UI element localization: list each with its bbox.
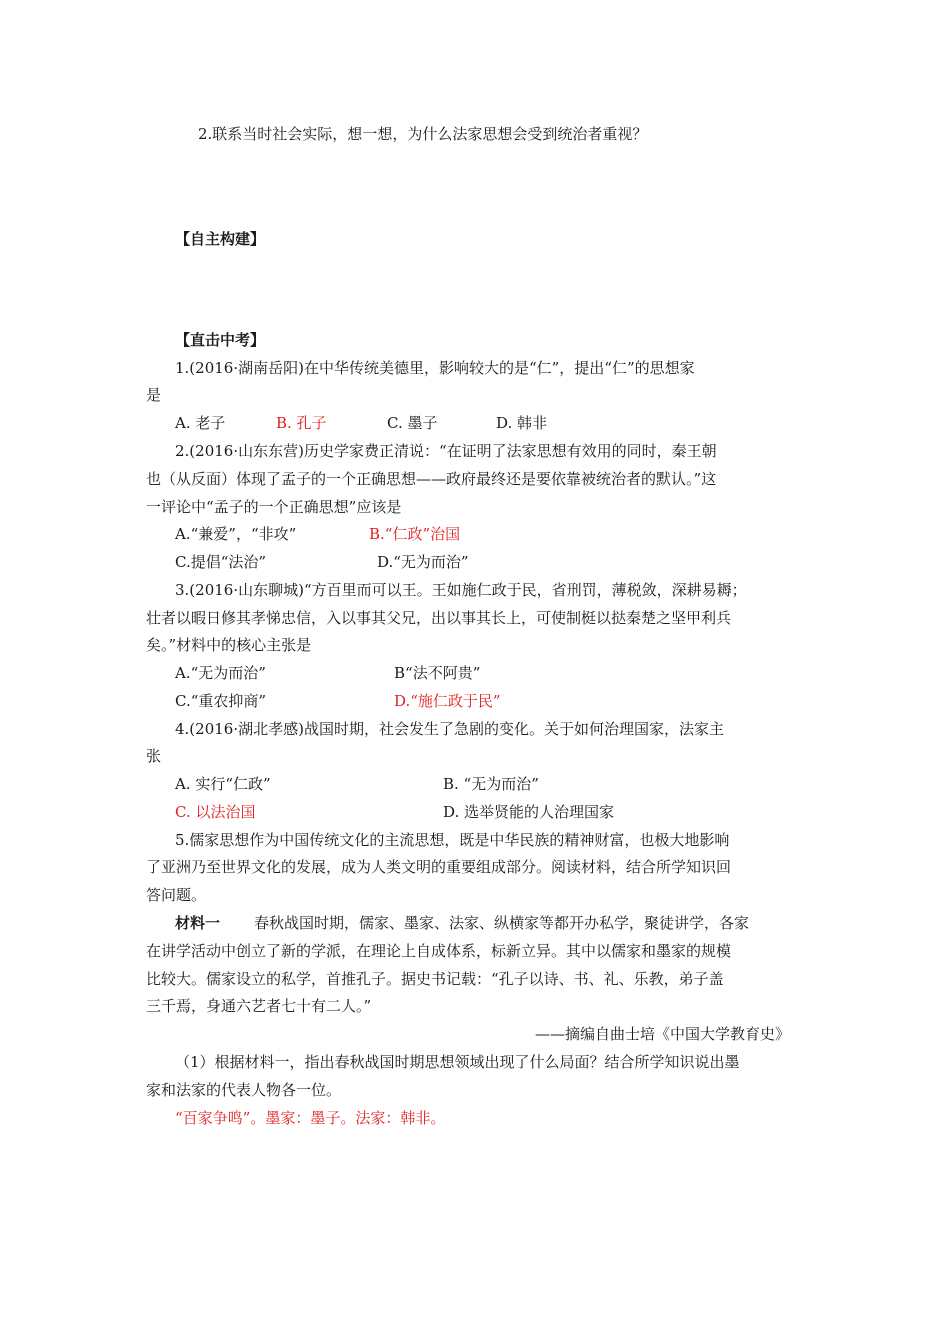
- question-4-option-a: A. 实行“仁政”: [175, 775, 271, 793]
- sub-question-1-answer: “百家争鸣”。墨家：墨子。法家：韩非。: [175, 1109, 446, 1127]
- section-heading-exam: 【直击中考】: [175, 331, 266, 349]
- question-1-option-b-answer: B. 孔子: [276, 414, 327, 432]
- question-5-line-2: 了亚洲乃至世界文化的发展，成为人类文明的重要组成部分。阅读材料，结合所学知识回: [146, 858, 732, 876]
- top-question: 2.联系当时社会实际，想一想，为什么法家思想会受到统治者重视？: [198, 125, 648, 143]
- question-2-line-3: 一评论中“孟子的一个正确思想”应该是: [146, 498, 402, 516]
- question-2-option-a: A.“兼爱”，“非攻”: [175, 525, 297, 543]
- question-3-line-2: 壮者以暇日修其孝悌忠信，入以事其父兄，出以事其长上，可使制梃以挞秦楚之坚甲利兵: [146, 609, 732, 627]
- question-3-option-c: C.“重农抑商”: [175, 692, 267, 710]
- question-3-option-a: A.“无为而治”: [175, 664, 266, 682]
- material-label: 材料一: [175, 914, 221, 932]
- question-3-line-1: 3.(2016·山东聊城)“方百里而可以王。王如施仁政于民，省刑罚，薄税敛，深耕易耨；: [175, 581, 747, 599]
- question-4-line-1: 4.(2016·湖北孝感)战国时期，社会发生了急剧的变化。关于如何治理国家，法家主: [175, 720, 724, 738]
- question-4-option-d: D. 选举贤能的人治理国家: [443, 803, 615, 821]
- question-3-option-d-answer: D.“施仁政于民”: [394, 692, 501, 710]
- question-3-line-3: 矣。”材料中的核心主张是: [146, 636, 312, 654]
- material-line-2: 在讲学活动中创立了新的学派，在理论上自成体系，标新立异。其中以儒家和墨家的规模: [146, 942, 732, 960]
- section-heading-self-build: 【自主构建】: [175, 230, 266, 248]
- question-4-option-b: B. “无为而治”: [443, 775, 539, 793]
- question-4-option-c-answer: C. 以法治国: [175, 803, 256, 821]
- question-2-line-2: 也（从反面）体现了孟子的一个正确思想——政府最终还是要依靠被统治者的默认。”这: [146, 470, 717, 488]
- question-1-option-d: D. 韩非: [496, 414, 548, 432]
- question-5-line-3: 答问题。: [146, 886, 207, 904]
- question-1-option-c: C. 墨子: [387, 414, 438, 432]
- sub-question-1-line-2: 家和法家的代表人物各一位。: [146, 1081, 342, 1099]
- question-2-option-c: C.提倡“法治”: [175, 553, 267, 571]
- material-source: ——摘编自曲士培《中国大学教育史》: [535, 1025, 791, 1043]
- question-1-line-2: 是: [146, 386, 162, 404]
- sub-question-1-line-1: （1）根据材料一，指出春秋战国时期思想领域出现了什么局面？结合所学知识说出墨: [175, 1053, 740, 1071]
- material-line-1: 春秋战国时期，儒家、墨家、法家、纵横家等都开办私学，聚徒讲学，各家: [254, 914, 750, 932]
- question-2-option-d: D.“无为而治”: [377, 553, 469, 571]
- question-2-line-1: 2.(2016·山东东营)历史学家费正清说：“在证明了法家思想有效用的同时，秦王朝: [175, 442, 717, 460]
- question-1-line-1: 1.(2016·湖南岳阳)在中华传统美德里，影响较大的是“仁”，提出“仁”的思想家: [175, 359, 695, 377]
- question-5-line-1: 5.儒家思想作为中国传统文化的主流思想，既是中华民族的精神财富，也极大地影响: [175, 831, 730, 849]
- material-line-3: 比较大。儒家设立的私学，首推孔子。据史书记载：“孔子以诗、书、礼、乐教，弟子盖: [146, 970, 724, 988]
- question-3-option-b: B“法不阿贵”: [394, 664, 481, 682]
- question-1-option-a: A. 老子: [175, 414, 226, 432]
- question-4-line-2: 张: [146, 747, 162, 765]
- material-line-4: 三千焉，身通六艺者七十有二人。”: [146, 997, 372, 1015]
- question-2-option-b-answer: B.“仁政”治国: [369, 525, 461, 543]
